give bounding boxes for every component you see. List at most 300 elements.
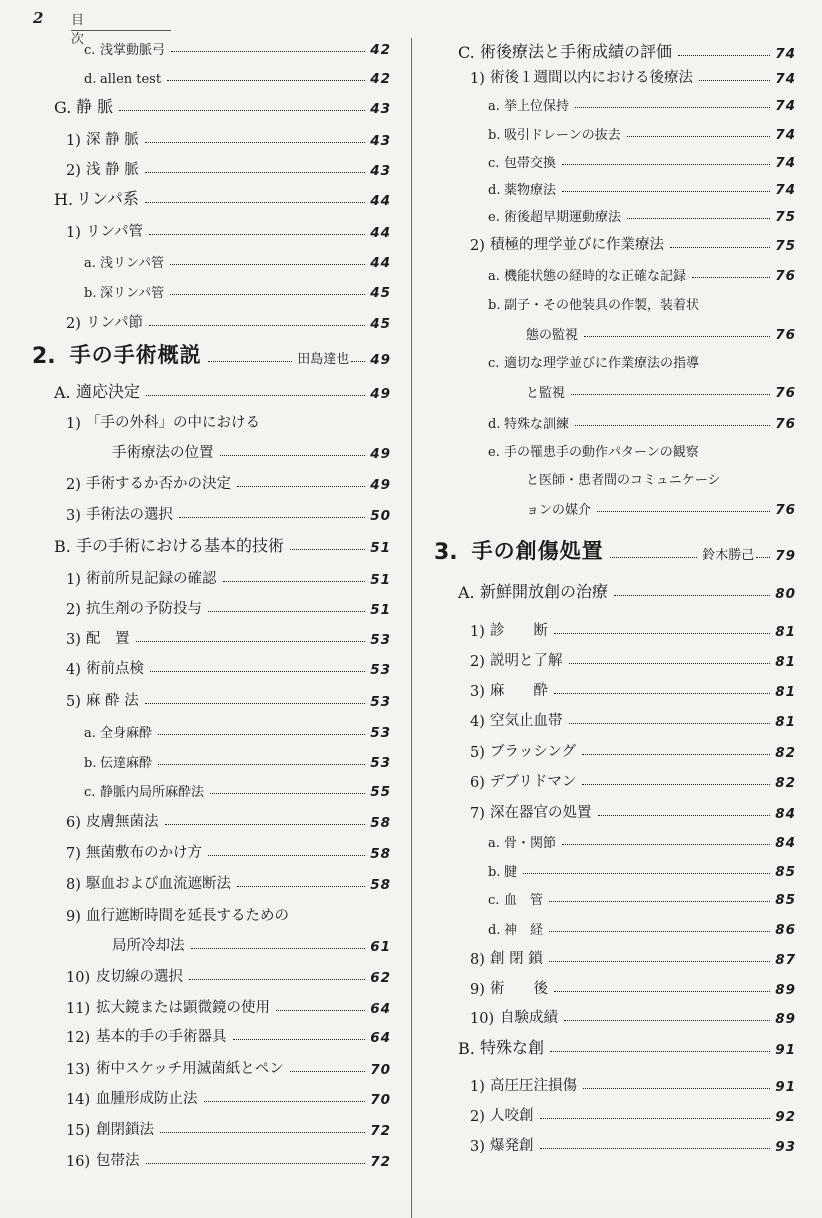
toc-entry	[488, 256, 796, 284]
toc-entry	[488, 373, 796, 401]
page-ref: 53	[370, 725, 391, 741]
leader-dots	[145, 202, 365, 203]
entry-label: 創 閉 鎖	[490, 951, 543, 967]
page-ref: 80	[775, 586, 796, 602]
entry-number: 10)	[470, 1011, 495, 1027]
page-ref: 74	[775, 98, 796, 114]
toc-entry	[470, 940, 796, 968]
page-ref: 43	[370, 101, 391, 117]
page-ref: 74	[775, 182, 796, 198]
toc-entry	[458, 574, 796, 602]
entry-number: A.	[54, 383, 71, 402]
page-ref: 64	[370, 1030, 391, 1046]
page-ref: 86	[775, 922, 796, 938]
page-ref: 91	[775, 1042, 796, 1058]
page-ref: 92	[775, 1109, 796, 1125]
entry-label: 空気止血帯	[490, 713, 563, 729]
page-ref: 55	[370, 784, 391, 800]
toc-entry	[84, 743, 391, 771]
entry-label: 手の手術における基本的技術	[76, 536, 285, 555]
entry-number: B.	[458, 1039, 475, 1058]
toc-entry	[470, 612, 796, 640]
entry-label: 人咬創	[490, 1108, 534, 1124]
toc-entry	[66, 560, 391, 588]
leader-dots	[145, 142, 365, 143]
entry-label: 適切な理学並びに作業療法の指導	[504, 356, 700, 371]
entry-number: 2)	[470, 238, 485, 254]
toc-entry	[488, 460, 796, 488]
entry-number: d.	[488, 923, 501, 938]
leader-dots	[179, 517, 365, 518]
entry-label: 「手の外科」の中における	[86, 415, 260, 431]
entry-number: 7)	[66, 846, 81, 862]
entry-label: 爆発創	[490, 1138, 534, 1154]
leader-dots	[583, 1088, 770, 1089]
entry-number: 3)	[470, 1139, 485, 1155]
chapter-title: 手の創傷処置	[471, 539, 604, 563]
toc-entry	[488, 315, 796, 343]
toc-entry	[66, 834, 391, 862]
toc-entry	[458, 34, 796, 62]
page-ref: 42	[370, 42, 391, 58]
entry-label: 静脈内局所麻酔法	[100, 785, 205, 800]
toc-entry	[66, 650, 391, 678]
entry-label: 積極的理学並びに作業療法	[490, 237, 664, 253]
toc-entry	[488, 285, 796, 313]
toc-entry	[488, 910, 796, 938]
leader-dots	[610, 557, 698, 558]
leader-dots	[554, 991, 770, 992]
leader-dots	[678, 55, 770, 56]
page-ref: 44	[370, 255, 391, 271]
toc-entry	[66, 927, 391, 955]
entry-label: 静 脈	[76, 97, 114, 116]
page-ref: 74	[775, 46, 796, 62]
page-ref: 74	[775, 71, 796, 87]
leader-dots	[523, 873, 770, 874]
entry-label: と監視	[526, 386, 566, 401]
entry-number: c.	[488, 156, 500, 171]
entry-label: 皮膚無菌法	[86, 814, 159, 830]
toc-entry	[470, 733, 796, 761]
page-ref: 76	[775, 385, 796, 401]
toc-entry	[488, 880, 796, 908]
toc-entry	[488, 197, 796, 225]
entry-number: 7)	[470, 806, 485, 822]
leader-dots	[136, 641, 366, 642]
entry-label: 挙上位保持	[504, 99, 570, 114]
toc-entry	[470, 970, 796, 998]
entry-label: ョンの媒介	[526, 503, 592, 518]
entry-label: 副子・その他装具の作製，装着状	[504, 298, 700, 313]
leader-dots	[554, 633, 770, 634]
leader-dots	[569, 663, 771, 664]
leader-dots	[208, 361, 293, 362]
entry-label: 術前所見記録の確認	[86, 571, 217, 587]
entry-number: 4)	[66, 662, 81, 678]
page-ref: 51	[370, 540, 391, 556]
entry-number: 1)	[66, 133, 81, 149]
leader-dots	[564, 1020, 770, 1021]
page-ref: 49	[370, 477, 391, 493]
leader-dots	[562, 191, 770, 192]
leader-dots	[223, 581, 366, 582]
entry-label: 深リンパ管	[100, 286, 165, 301]
leader-dots	[119, 110, 365, 111]
leader-dots	[670, 247, 770, 248]
toc-entry	[84, 273, 391, 301]
entry-number: b.	[488, 128, 501, 143]
toc-entry	[470, 1127, 796, 1155]
entry-label: リンパ節	[86, 315, 143, 331]
leader-dots	[146, 1163, 366, 1164]
page-ref: 51	[370, 602, 391, 618]
leader-dots	[189, 979, 365, 980]
entry-label: 伝達麻酔	[100, 756, 153, 771]
entry-number: 2)	[66, 163, 81, 179]
page-ref: 62	[370, 970, 391, 986]
entry-label: 麻 酔 法	[86, 693, 139, 709]
entry-number: 1)	[66, 572, 81, 588]
entry-label: 配 置	[86, 631, 130, 647]
entry-number: a.	[488, 99, 500, 114]
entry-label: 適応決定	[76, 382, 141, 401]
toc-entry	[470, 642, 796, 670]
leader-dots	[208, 611, 365, 612]
leader-dots	[160, 1132, 365, 1133]
page-ref: 58	[370, 815, 391, 831]
page-ref: 42	[370, 71, 391, 87]
page-ref: 89	[775, 982, 796, 998]
leader-dots	[170, 264, 365, 265]
chapter-author: 鈴木勝己	[702, 548, 755, 563]
toc-entry	[488, 404, 796, 432]
leader-dots	[145, 703, 365, 704]
page-ref: 53	[370, 632, 391, 648]
toc-entry	[84, 30, 391, 58]
toc-entry	[54, 374, 391, 402]
leader-dots	[167, 80, 365, 81]
toc-entry	[458, 1030, 796, 1058]
entry-number: c.	[488, 356, 500, 371]
entry-label: 診 断	[490, 623, 548, 639]
entry-label: 無菌敷布のかけ方	[86, 845, 202, 861]
leader-dots	[614, 595, 770, 596]
leader-dots	[165, 824, 366, 825]
entry-label: 手の罹患手の動作パターンの観察	[504, 445, 699, 460]
entry-number: b.	[84, 286, 97, 301]
leader-dots	[582, 784, 770, 785]
entry-number: 12)	[66, 1030, 91, 1046]
entry-number: 1)	[66, 225, 81, 241]
entry-label: 浅掌動脈弓	[100, 43, 166, 58]
entry-number: c.	[84, 43, 96, 58]
toc-entry	[66, 304, 391, 332]
entry-label: 全身麻酔	[100, 726, 153, 741]
leader-dots	[171, 51, 365, 52]
entry-number: 11)	[66, 1001, 91, 1017]
entry-label: 血 管	[504, 893, 544, 908]
entry-number: b.	[488, 298, 501, 313]
entry-label: 局所冷却法	[112, 938, 185, 954]
page-ref: 51	[370, 572, 391, 588]
toc-entry	[66, 865, 391, 893]
page-ref: 76	[775, 502, 796, 518]
page-ref: 43	[370, 133, 391, 149]
entry-number: 2)	[66, 602, 81, 618]
leader-dots	[158, 764, 365, 765]
leader-dots	[191, 948, 366, 949]
entry-label: と医師・患者間のコミュニケーシ	[526, 473, 721, 488]
leader-dots	[237, 486, 365, 487]
toc-entry	[66, 1111, 391, 1139]
entry-label: 血腫形成防止法	[96, 1091, 198, 1107]
page-ref: 82	[775, 775, 796, 791]
leader-dots	[584, 336, 770, 337]
page-ref: 76	[775, 268, 796, 284]
toc-entry	[66, 958, 391, 986]
leader-dots	[204, 1101, 366, 1102]
entry-label: 高圧圧注損傷	[490, 1078, 577, 1094]
toc-entry	[66, 989, 391, 1017]
entry-label: 浅 静 脈	[86, 162, 139, 178]
entry-number: B.	[54, 537, 71, 556]
leader-dots	[150, 671, 365, 672]
leader-dots	[210, 793, 365, 794]
leader-dots	[699, 80, 770, 81]
leader-dots	[756, 557, 770, 558]
entry-number: 2)	[470, 1109, 485, 1125]
entry-label: 創閉鎖法	[96, 1122, 154, 1138]
page-ref: 81	[775, 624, 796, 640]
leader-dots	[562, 844, 770, 845]
page-number: 2	[33, 9, 44, 27]
toc-entry	[66, 465, 391, 493]
page-ref: 53	[370, 694, 391, 710]
page-ref: 84	[775, 835, 796, 851]
toc-entry	[66, 1142, 391, 1170]
entry-number: 5)	[470, 745, 485, 761]
entry-number: 1)	[470, 624, 485, 640]
leader-dots	[571, 394, 770, 395]
leader-dots	[237, 886, 365, 887]
entry-label: 吸引ドレーンの抜去	[504, 128, 621, 143]
toc-entry	[488, 432, 796, 460]
chapter-number: 2.	[32, 344, 56, 369]
entry-number: 2)	[66, 316, 81, 332]
page-ref: 81	[775, 714, 796, 730]
leader-dots	[627, 218, 770, 219]
leader-dots	[598, 815, 771, 816]
toc-entry	[84, 772, 391, 800]
entry-number: 3)	[470, 684, 485, 700]
entry-number: A.	[458, 583, 475, 602]
entry-number: 2)	[470, 654, 485, 670]
entry-number: 13)	[66, 1062, 91, 1078]
leader-dots	[158, 734, 365, 735]
entry-number: G.	[54, 98, 72, 117]
chapter-heading	[32, 335, 391, 369]
toc-entry	[488, 170, 796, 198]
entry-number: d.	[488, 183, 501, 198]
toc-entry	[470, 672, 796, 700]
toc-entry	[66, 213, 391, 241]
toc-entry	[470, 1097, 796, 1125]
page-ref: 75	[775, 209, 796, 225]
entry-number: d.	[84, 72, 97, 87]
leader-dots	[146, 395, 365, 396]
page-ref: 49	[370, 352, 391, 368]
entry-number: c.	[84, 785, 96, 800]
leader-dots	[549, 961, 770, 962]
page-ref: 70	[370, 1092, 391, 1108]
entry-number: 16)	[66, 1154, 91, 1170]
entry-label: 手術法の選択	[86, 507, 173, 523]
toc-entry	[66, 121, 391, 149]
toc-entry	[66, 1018, 391, 1046]
page-ref: 91	[775, 1079, 796, 1095]
page-ref: 61	[370, 939, 391, 955]
toc-entry	[470, 763, 796, 791]
page-ref: 82	[775, 745, 796, 761]
entry-number: 15)	[66, 1123, 91, 1139]
leader-dots	[290, 549, 365, 550]
leader-dots	[575, 107, 770, 108]
toc-entry	[66, 803, 391, 831]
entry-label: 手術療法の位置	[112, 445, 214, 461]
page-ref: 75	[775, 238, 796, 254]
toc-entry	[84, 59, 391, 87]
entry-number: a.	[84, 726, 96, 741]
toc-entry	[488, 115, 796, 143]
toc-entry	[488, 490, 796, 518]
header-title: 目 次	[71, 13, 95, 47]
leader-dots	[208, 855, 365, 856]
entry-label: ブラッシング	[490, 744, 577, 760]
entry-number: C.	[458, 43, 475, 62]
entry-label: 深在器官の処置	[490, 805, 592, 821]
leader-dots	[549, 901, 770, 902]
page-ref: 74	[775, 155, 796, 171]
entry-label: 拡大鏡または顕微鏡の使用	[96, 1000, 270, 1016]
entry-number: 4)	[470, 714, 485, 730]
entry-label: 深 静 脈	[86, 132, 139, 148]
toc-entry	[66, 1080, 391, 1108]
page-ref: 74	[775, 127, 796, 143]
page-ref: 85	[775, 864, 796, 880]
entry-label: 血行遮断時間を延長するための	[86, 908, 289, 924]
page-ref: 93	[775, 1139, 796, 1155]
toc-entry	[470, 59, 796, 87]
page-ref: 76	[775, 416, 796, 432]
entry-label: 神 経	[504, 923, 544, 938]
entry-number: 8)	[66, 877, 81, 893]
page-ref: 89	[775, 1011, 796, 1027]
entry-number: c.	[488, 893, 500, 908]
toc-entry	[488, 86, 796, 114]
entry-number: d.	[488, 417, 501, 432]
page-ref: 87	[775, 952, 796, 968]
toc-entry	[66, 682, 391, 710]
entry-number: 1)	[470, 71, 485, 87]
toc-entry	[66, 620, 391, 648]
toc-entry	[54, 528, 391, 556]
entry-number: 5)	[66, 694, 81, 710]
page-ref: 49	[370, 446, 391, 462]
entry-label: 包帯交換	[504, 156, 557, 171]
entry-number: 8)	[470, 952, 485, 968]
leader-dots	[627, 136, 770, 137]
chapter-heading	[434, 531, 796, 565]
page-ref: 70	[370, 1062, 391, 1078]
leader-dots	[145, 172, 365, 173]
leader-dots	[149, 234, 365, 235]
page-ref: 45	[370, 316, 391, 332]
page-ref: 53	[370, 755, 391, 771]
page-ref: 45	[370, 285, 391, 301]
entry-label: 機能状態の経時的な正確な記録	[504, 269, 687, 284]
leader-dots	[351, 361, 365, 362]
leader-dots	[540, 1148, 771, 1149]
entry-label: リンパ管	[86, 224, 143, 240]
leader-dots	[290, 1071, 365, 1072]
toc-entry	[84, 713, 391, 741]
page-ref: 84	[775, 806, 796, 822]
toc-entry	[488, 823, 796, 851]
entry-number: a.	[488, 269, 500, 284]
page-ref: 72	[370, 1154, 391, 1170]
entry-label: 特殊な創	[480, 1038, 545, 1057]
entry-number: 9)	[66, 909, 81, 925]
entry-label: 術 後	[490, 981, 548, 997]
entry-label: 薬物療法	[504, 183, 557, 198]
entry-label: 新鮮開放創の治療	[480, 582, 609, 601]
leader-dots	[540, 1118, 771, 1119]
entry-label: allen test	[100, 72, 162, 87]
entry-label: 皮切線の選択	[96, 969, 183, 985]
leader-dots	[149, 325, 365, 326]
leader-dots	[550, 1051, 770, 1052]
leader-dots	[692, 277, 770, 278]
toc-entry	[488, 343, 796, 371]
leader-dots	[554, 693, 770, 694]
leader-dots	[562, 164, 770, 165]
entry-number: H.	[54, 190, 74, 209]
entry-number: 6)	[66, 815, 81, 831]
page-ref: 58	[370, 877, 391, 893]
entry-label: 手術するか否かの決定	[86, 476, 231, 492]
toc-entry	[66, 404, 391, 432]
leader-dots	[575, 425, 770, 426]
page-ref: 79	[775, 548, 796, 564]
entry-label: 抗生剤の予防投与	[86, 601, 202, 617]
entry-number: e.	[488, 445, 500, 460]
page-ref: 85	[775, 892, 796, 908]
entry-number: a.	[84, 256, 96, 271]
page-ref: 49	[370, 386, 391, 402]
page-ref: 81	[775, 684, 796, 700]
page-ref: 72	[370, 1123, 391, 1139]
toc-entry	[66, 1050, 391, 1078]
page-ref: 76	[775, 327, 796, 343]
entry-number: 10)	[66, 970, 91, 986]
entry-number: 3)	[66, 508, 81, 524]
toc-entry	[488, 852, 796, 880]
entry-label: リンパ系	[76, 189, 139, 208]
toc-entry	[54, 89, 391, 117]
toc-entry	[66, 897, 391, 925]
toc-entry	[470, 702, 796, 730]
